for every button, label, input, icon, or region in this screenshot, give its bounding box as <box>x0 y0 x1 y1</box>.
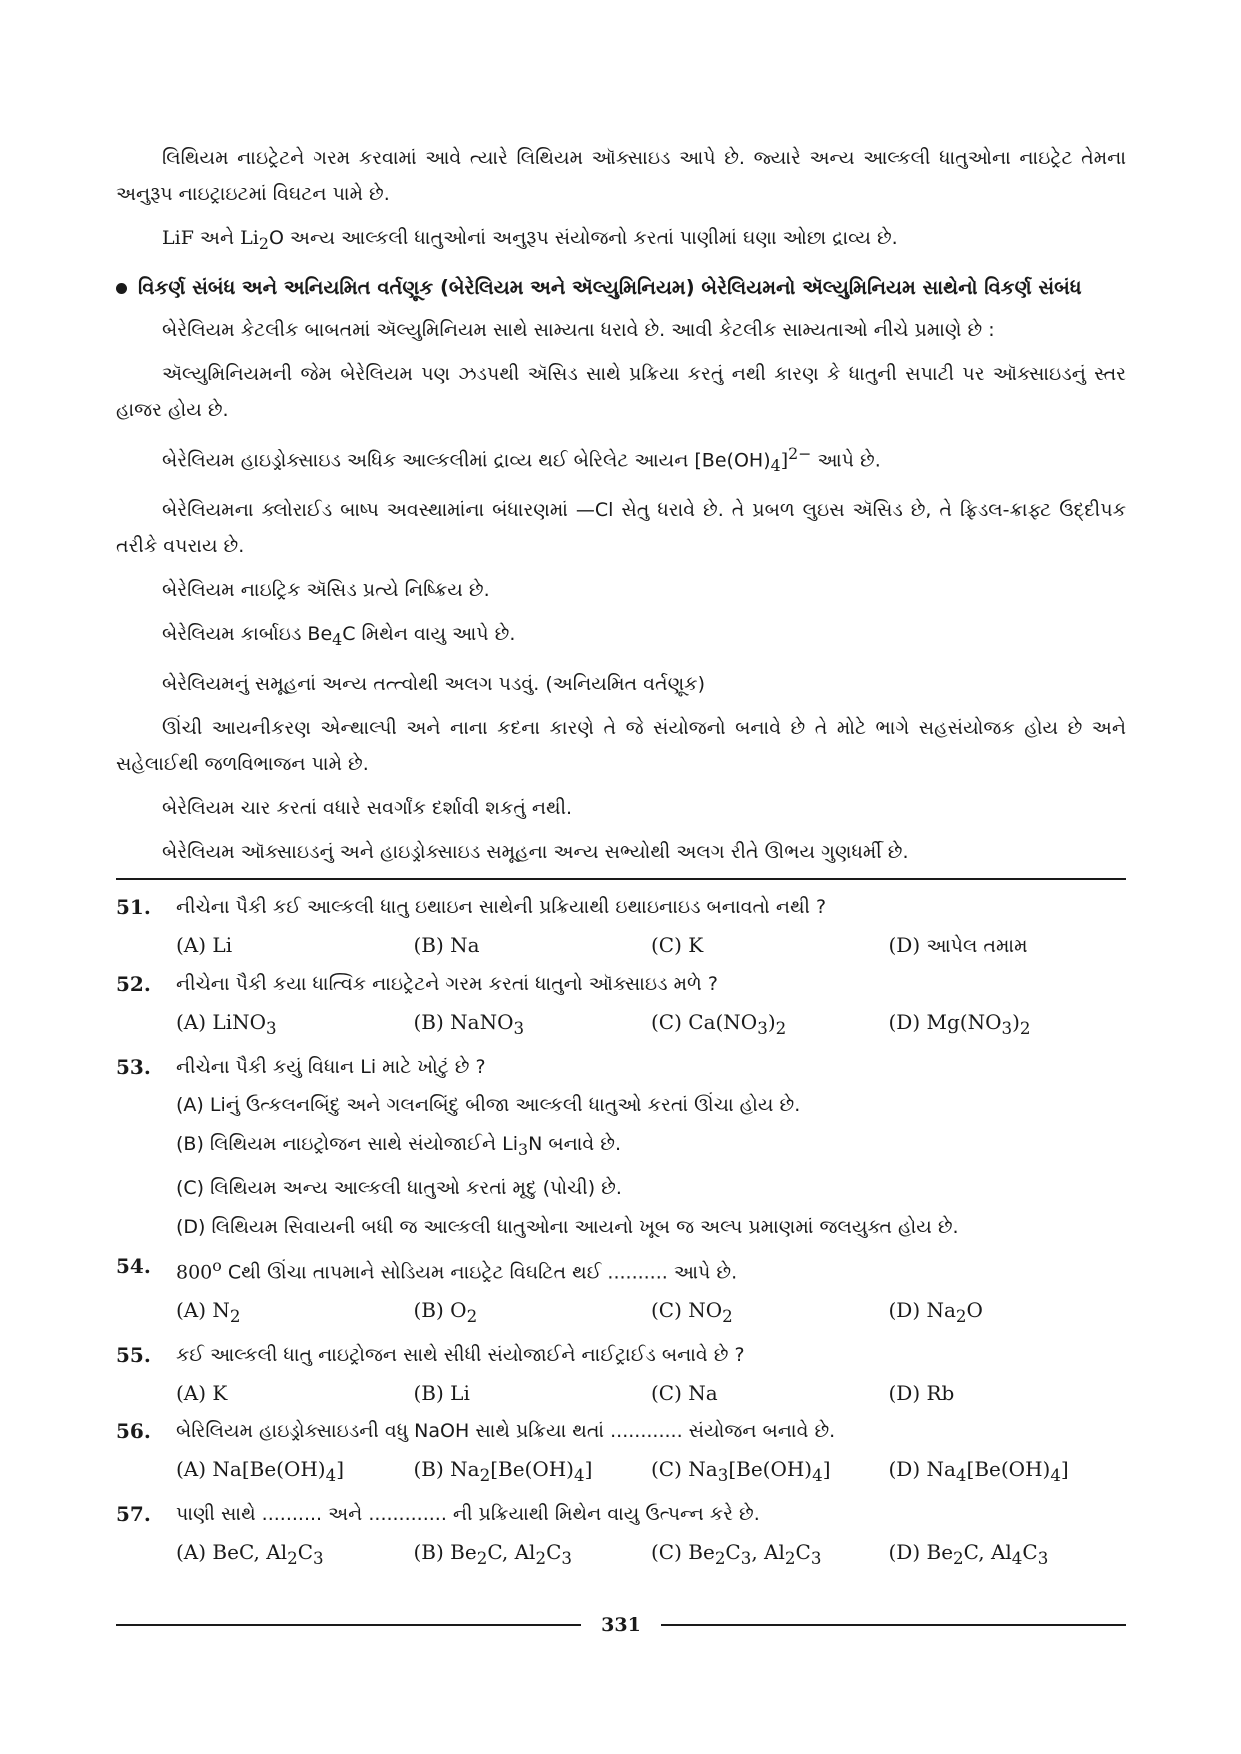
question-54 <box>116 1247 1126 1336</box>
paragraph-anomalous: બેરેલિયમનું સમૂહનાં અન્ય તત્ત્વોથી અલગ પડવું. (અનિયમિત વર્તણૂક) <box>162 672 705 695</box>
option-c[interactable]: (C) $NO_2$ <box>651 1297 733 1326</box>
option-c[interactable]: (C) Na <box>651 1380 718 1405</box>
options <box>176 926 1126 965</box>
paragraph-carbide: બેરેલિયમ કાર્બાઇડ $Be_4C$ મિથેન વાયુ આપે છે. <box>162 622 516 649</box>
option-c[interactable]: (C) $Be_2C_3$, $Al_2C_3$ <box>651 1539 822 1568</box>
section-divider <box>116 878 1126 880</box>
option-b[interactable]: (B) $Be_2C$, $Al_2C_3$ <box>413 1539 572 1568</box>
footer-rule-right <box>661 1624 1126 1626</box>
paragraph-oxide-layer: ઍલ્યુમિનિયમની જેમ બેરેલિયમ પણ ઝડપથી ઍસિડ સાથે પ્રક્રિયા કરતું નથી કારણ કે ધાતુની સપાટી પર ઑક્સાઇડનું સ્તર હાજર હોય છે. <box>116 362 1126 421</box>
option-d[interactable]: (D) Rb <box>888 1380 955 1405</box>
option-a[interactable]: (A) K <box>176 1380 228 1405</box>
options <box>176 1291 1126 1336</box>
paragraph-similarities-intro: બેરેલિયમ કેટલીક બાબતમાં ઍલ્યુમિનિયમ સાથે સામ્યતા ધરાવે છે. આવી કેટલીક સામ્યતાઓ નીચે પ્રમાણે છે : <box>162 318 995 341</box>
section-heading-diagonal-relationship: વિકર્ણ સંબંધ અને અનિયમિત વર્તણૂક (બેરેલિયમ અને ઍલ્યુમિનિયમ) બેરેલિયમનો ઍલ્યુમિનિયમ સાથેનો વિકર્ણ સંબંધ <box>116 270 1126 306</box>
options <box>176 1003 1126 1048</box>
paragraph-beryllate-ion: બેરેલિયમ હાઇડ્રોક્સાઇડ અધિક આલ્કલીમાં દ્રાવ્ય થઈ બેરિલેટ આયન $[Be(OH)_4]^{2-}$ આપે છે. <box>162 443 881 475</box>
question-number: 51. <box>116 894 151 919</box>
option-a[interactable]: (A) Li <box>176 932 233 957</box>
question-number: 53. <box>116 1054 151 1079</box>
page-number: 331 <box>601 1614 641 1636</box>
question-text: નીચેના પૈકી કયું વિધાન Li માટે ખોટું છે ? <box>176 1055 486 1078</box>
option-c[interactable]: (C) લિથિયમ અન્ય આલ્કલી ધાતુઓ કરતાં મૃદુ (પોચી) છે. <box>176 1176 622 1199</box>
option-b[interactable]: (B) $Na_2[Be(OH)_4]$ <box>413 1456 593 1485</box>
question-57 <box>116 1495 1126 1578</box>
option-d[interactable]: (D) આપેલ તમામ <box>888 932 1028 957</box>
options <box>176 1533 1126 1578</box>
options <box>176 1374 1126 1412</box>
page-content <box>116 140 1126 1578</box>
option-c[interactable]: (C) $Ca(NO_3)_2$ <box>651 1009 787 1038</box>
option-b[interactable]: (B) Li <box>413 1380 470 1405</box>
question-text: નીચેના પૈકી કયા ધાત્વિક નાઇટ્રેટને ગરમ કરતાં ધાતુનો ઑક્સાઇડ મળે ? <box>176 972 718 995</box>
option-d[interactable]: (D) $Na_2O$ <box>888 1297 983 1326</box>
paragraph-nitric-acid: બેરેલિયમ નાઇટ્રિક ઍસિડ પ્રત્યે નિષ્ક્રિય છે. <box>162 578 490 601</box>
options <box>176 1450 1126 1495</box>
option-c[interactable]: (C) K <box>651 932 704 957</box>
paragraph-amphoteric: બેરેલિયમ ઑક્સાઇડનું અને હાઇડ્રોક્સાઇડ સમૂહના અન્ય સભ્યોથી અલગ રીતે ઊભય ગુણધર્મી છે. <box>162 840 909 863</box>
option-b[interactable]: (B) Na <box>413 932 480 957</box>
option-b[interactable]: (B) $O_2$ <box>413 1297 478 1326</box>
option-b[interactable]: (B) NaNO$_3$ <box>413 1009 525 1038</box>
question-52 <box>116 965 1126 1048</box>
question-text: કઈ આલ્કલી ધાતુ નાઇટ્રોજન સાથે સીધી સંયોજાઈને નાઈટ્રાઈડ બનાવે છે ? <box>176 1343 745 1366</box>
option-a[interactable]: (A) $N_2$ <box>176 1297 241 1326</box>
paragraph-chloride-bridge: બેરેલિયમના ક્લોરાઈડ બાષ્પ અવસ્થામાંના બંધારણમાં —Cl સેતુ ધરાવે છે. તે પ્રબળ લુઇસ ઍસિડ છે, તે ફ્રિડલ-ક્રાફ્ટ ઉદ્દીપક તરીકે વપરાય છે. <box>116 498 1126 557</box>
question-number: 54. <box>116 1253 151 1278</box>
question-56 <box>116 1412 1126 1495</box>
option-a[interactable]: (A) $Na[Be(OH)_4]$ <box>176 1456 345 1485</box>
option-c[interactable]: (C) $Na_3[Be(OH)_4]$ <box>651 1456 831 1485</box>
option-d[interactable]: (D) $Mg(NO_3)_2$ <box>888 1009 1031 1038</box>
question-number: 52. <box>116 971 151 996</box>
question-text: 800$^o$ Cથી ઊંચા તાપમાને સોડિયમ નાઇટ્રેટ વિઘટિત થઈ .......... આપે છે. <box>176 1255 738 1283</box>
bullet-icon <box>116 283 127 294</box>
paragraph-covalency: બેરેલિયમ ચાર કરતાં વધારે સવર્ગાંક દર્શાવી શકતું નથી. <box>162 796 573 819</box>
question-number: 57. <box>116 1501 151 1526</box>
paragraph-lithium-nitrate: લિથિયમ નાઇટ્રેટને ગરમ કરવામાં આવે ત્યારે લિથિયમ ઑક્સાઇડ આપે છે. જ્યારે અન્ય આલ્કલી ધાતુઓના નાઇટ્રેટ તેમના અનુરૂપ નાઇટ્રાઇટમાં વિઘટન પામે છે. <box>116 147 1126 205</box>
question-51 <box>116 888 1126 965</box>
question-text: બેરિલિયમ હાઇડ્રોક્સાઇડની વધુ NaOH સાથે પ્રક્રિયા થતાં ............ સંયોજન બનાવે છે. <box>176 1419 836 1442</box>
option-d[interactable]: (D) $Na_4[Be(OH)_4]$ <box>888 1456 1069 1485</box>
option-a[interactable]: (A) Liનું ઉત્કલનબિંદુ અને ગલનબિંદુ બીજા આલ્કલી ધાતુઓ કરતાં ઊંચા હોય છે. <box>176 1093 801 1116</box>
question-number: 56. <box>116 1418 151 1443</box>
option-a[interactable]: (A) BeC, $Al_2C_3$ <box>176 1539 324 1568</box>
option-b[interactable]: (B) લિથિયમ નાઇટ્રોજન સાથે સંયોજાઈને $Li_3N$ બનાવે છે. <box>176 1132 622 1159</box>
option-d[interactable]: (D) $Be_2C$, $Al_4C_3$ <box>888 1539 1049 1568</box>
question-55 <box>116 1336 1126 1412</box>
question-text: નીચેના પૈકી કઈ આલ્કલી ધાતુ ઇથાઇન સાથેની પ્રક્રિયાથી ઇથાઇનાઇડ બનાવતો નથી ? <box>176 895 827 918</box>
paragraph-ionization-enthalpy: ઊંચી આયનીકરણ એન્થાલ્પી અને નાના કદના કારણે તે જે સંયોજનો બનાવે છે તે મોટે ભાગે સહસંયોજક હોય છે અને સહેલાઈથી જળવિભાજન પામે છે. <box>116 716 1126 775</box>
paragraph-lif-li2o: LiF અને $Li_2O$ અન્ય આલ્કલી ધાતુઓનાં અનુરૂપ સંયોજનો કરતાં પાણીમાં ઘણા ઓછા દ્રાવ્ય છે. <box>162 227 898 253</box>
question-number: 55. <box>116 1342 151 1367</box>
page-footer <box>116 1610 1126 1640</box>
option-a[interactable]: (A) LiNO$_3$ <box>176 1009 277 1038</box>
question-53 <box>116 1048 1126 1247</box>
question-text: પાણી સાથે .......... અને ............. ની પ્રક્રિયાથી મિથેન વાયુ ઉત્પન્ન કરે છે. <box>176 1502 760 1525</box>
option-d[interactable]: (D) લિથિયમ સિવાયની બધી જ આલ્કલી ધાતુઓના આયનો ખૂબ જ અલ્પ પ્રમાણમાં જલયુક્ત હોય છે. <box>176 1215 959 1238</box>
